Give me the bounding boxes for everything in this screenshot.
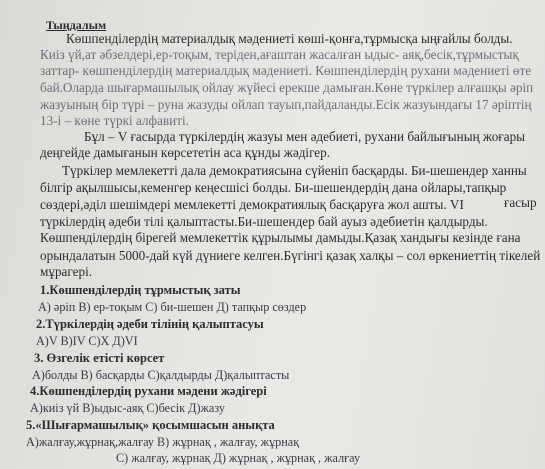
question-1: 1.Көшпенділердің тұрмыстық заты xyxy=(40,283,241,297)
text-line: Бұл – V ғасырда түркілердің жазуы мен әдебиеті, рухани байлығының жоғары xyxy=(84,129,526,144)
text-line: мұрагері. xyxy=(40,264,93,279)
text-line: жазуының бір түрі – руна жазуды ойлап тауып,пайдаланды.Есік жазуындағы 17 әріптің xyxy=(40,97,532,112)
text-line: Түркілер мемлекетті дала демократиясына сүйеніп басқарды. Би-шешендер ханны xyxy=(62,163,527,178)
text-line: орындалатын 5000-дай күй дүниеге келген.Бүгінгі қазақ халқы – сол өркениеттің тікелей xyxy=(40,248,541,263)
text-line: 13-і – көне түркі алфавиті. xyxy=(40,113,189,128)
text-line: білгір ақылшысы,кеменгер кеңесшісі болды. Би-шешендердің дана ойлары,тапқыр xyxy=(40,180,507,195)
question-4: 4.Көшпенділердің рухани мәдени жәдігері xyxy=(30,384,267,398)
text-line: заттар- көшпенділердің материалдық мәдениеті. Көшпенділердің рухани мәдениеті өте xyxy=(40,63,532,78)
text-line: Көшпенділердің бірегей мемлекеттік құрылымы дамыды.Қазақ хандығы кезінде ғана xyxy=(40,230,521,245)
text-line: бай.Оларда шығармашылық ойлау жүйесі ерекше дамыған.Көне түркілер алғашқы әріп xyxy=(40,80,534,95)
options-1: А) әріп В) ер-тоқым С) би-шешен Д) тапқыр сөздер xyxy=(38,300,307,314)
page-title: Тыңдалым xyxy=(46,18,107,32)
text-line: Көшпенділердің материалдық мәдениеті көші-қонға,тұрмысқа ыңғайлы болды. xyxy=(66,31,513,46)
options-5: А)жалғау,жұрнақ,жалғау В) жұрнақ , жалғау, жұрнақ xyxy=(26,435,300,449)
options-5-continued: С) жалғау, жұрнақ Д) жұрнақ , жұрнақ , жалғау xyxy=(116,451,361,465)
options-2: А)V В)IV С)X Д)VI xyxy=(36,334,138,348)
question-5: 5.«Шығармашылық» қосымшасын анықта xyxy=(26,418,275,432)
text-line: деңгейде дамығанын көрсететін аса құнды жәдігер. xyxy=(40,145,331,160)
text-line: сөздері,әділ шешімдері мемлекетті демократиялық басқаруға жол ашты. VI xyxy=(40,197,464,212)
question-2: 2.Түркілердің әдеби тілінің қалыптасуы xyxy=(36,317,264,331)
options-4: А)киіз үй В)ыдыс-аяқ С)бесік Д)жазу xyxy=(30,401,225,415)
options-3: А)болды В) басқарды С)қалдырды Д)қалыптасты xyxy=(32,368,290,382)
text-line: түркілердің әдеби тілі қалыптасты.Би-шешендер бай ауыз әдебиетін қалдырды. xyxy=(40,214,488,229)
text-line: ғасыр xyxy=(504,195,537,210)
question-3: 3. Өзгелік етісті көрсет xyxy=(34,351,165,365)
text-line: Киіз үй,ат әбзелдері,ер-тоқым, теріден,ағаштан жасалған ыдыс- аяқ,бесік,тұрмыстық xyxy=(40,47,519,62)
